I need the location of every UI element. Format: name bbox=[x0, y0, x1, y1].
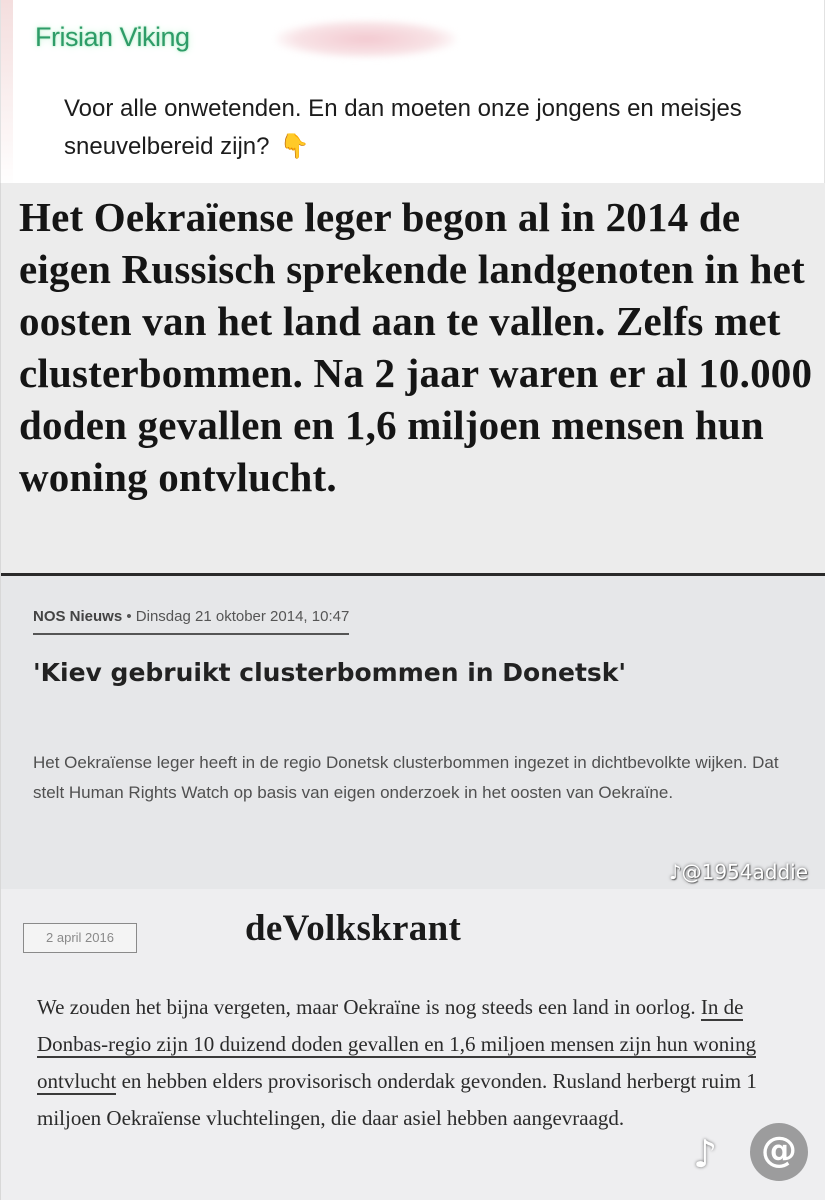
nos-body: Het Oekraïense leger heeft in de regio Donetsk clusterbommen ingezet in dichtbevolkte wijken. Dat stelt Human Rights Watch op basis van eigen onderzoek in het oosten van Oekraïne. bbox=[33, 753, 779, 802]
shared-image[interactable] bbox=[0, 183, 825, 1200]
volkskrant-logo: deVolkskrant bbox=[245, 908, 462, 949]
nos-meta bbox=[33, 608, 349, 635]
nos-title: 'Kiev gebruikt clusterbommen in Donetsk' bbox=[33, 658, 627, 687]
post-header bbox=[0, 0, 825, 190]
volkskrant-body bbox=[37, 989, 807, 1137]
volkskrant-body-part1: We zouden het bijna vergeten, maar Oekraïne is nog steeds een land in oorlog. bbox=[37, 995, 701, 1019]
volkskrant-body-part2: en hebben elders provisorisch onderdak gevonden. Rusland herbergt ruim 1 miljoen Oekraïense vluchtelingen, die daar asiel hebben aangevraagd. bbox=[37, 1069, 757, 1130]
tiktok-logo-icon: ♪ bbox=[693, 1132, 718, 1176]
volkskrant-date: 2 april 2016 bbox=[23, 923, 137, 953]
nos-article bbox=[1, 576, 825, 889]
redacted-author-detail bbox=[276, 20, 456, 58]
post-text bbox=[64, 90, 804, 166]
tiktok-note-icon: ♪ bbox=[668, 860, 682, 884]
quote-text: Het Oekraïense leger begon al in 2014 de eigen Russisch sprekende landgenoten in het oosten van het land aan te vallen. Zelfs met clusterbommen. Na 2 jaar waren er al 10.000 doden gevallen en 1,6 miljoen mensen hun woning ontvlucht. bbox=[19, 194, 813, 500]
author-name[interactable]: Frisian Viking bbox=[35, 22, 190, 52]
mention-icon[interactable]: @ bbox=[750, 1123, 808, 1181]
tiktok-handle: @1954addie bbox=[681, 860, 808, 884]
nos-date: Dinsdag 21 oktober 2014, 10:47 bbox=[135, 608, 350, 625]
volkskrant-article bbox=[1, 889, 825, 1200]
nos-source: NOS Nieuws bbox=[33, 608, 123, 625]
post-text-content: Voor alle onwetenden. En dan moeten onze jongens en meisjes sneuvelbereid zijn? bbox=[64, 95, 742, 160]
nos-separator: • bbox=[126, 608, 132, 625]
quote-block bbox=[1, 183, 825, 573]
tiktok-watermark bbox=[669, 860, 808, 884]
accent-bar bbox=[1, 0, 13, 190]
pointing-down-icon: 👇 bbox=[279, 133, 310, 160]
volkskrant-underlined-text: In de Donbas-regio zijn 10 duizend doden gevallen en 1,6 miljoen mensen zijn hun woning ontvlucht bbox=[37, 995, 757, 1093]
